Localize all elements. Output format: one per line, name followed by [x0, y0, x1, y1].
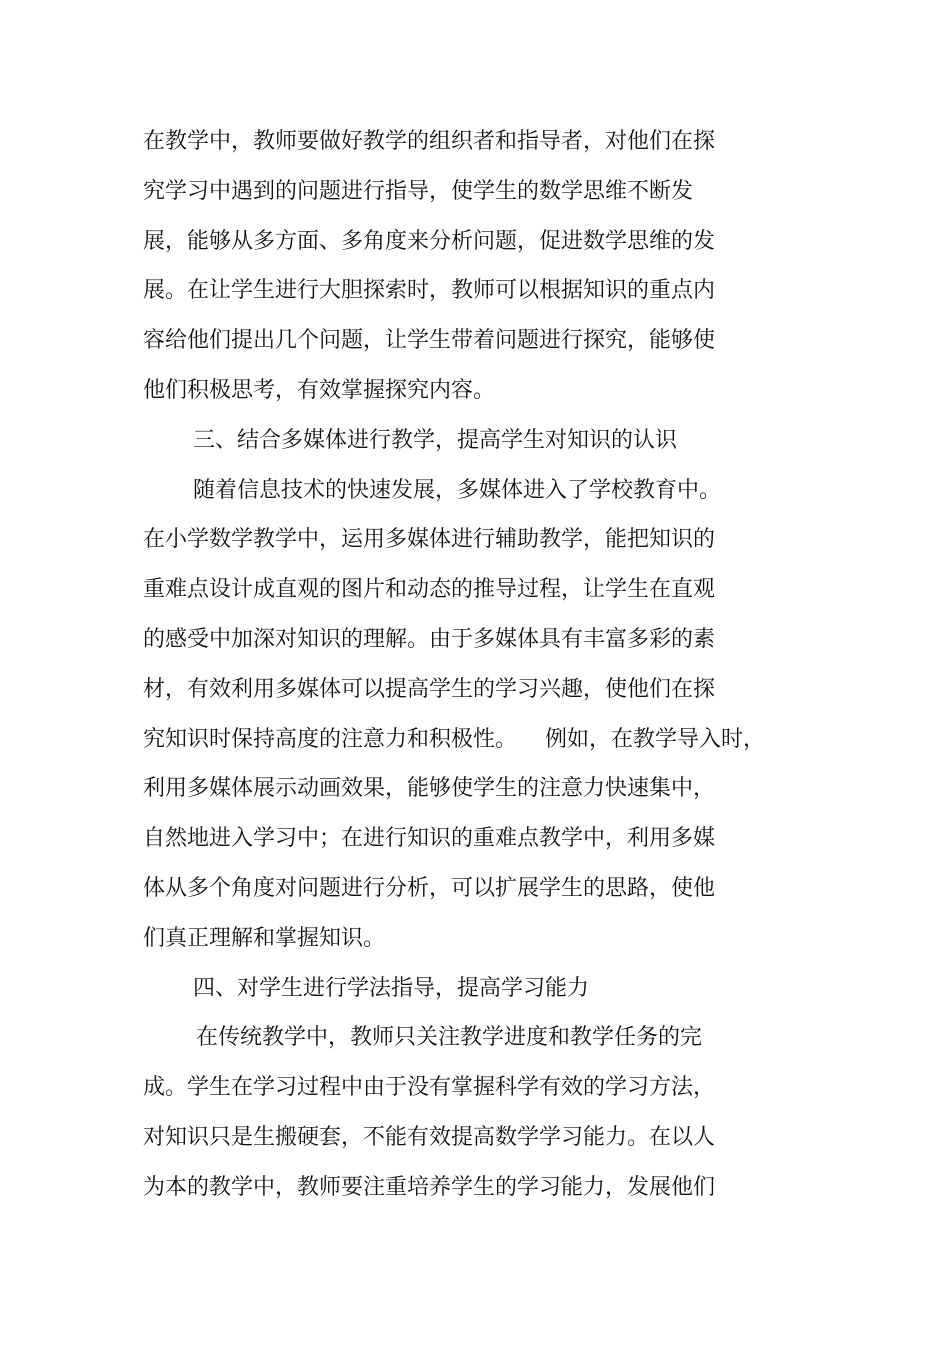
section-heading-3: 三、结合多媒体进行教学，提高学生对知识的认识 — [193, 428, 678, 453]
text-line-3: 展，能够从多方面、多角度来分析问题，促进数学思维的发 — [143, 229, 716, 254]
text-line-5: 容给他们提出几个问题，让学生带着问题进行探究，能够使 — [143, 328, 716, 353]
text-line-11: 的感受中加深对知识的理解。由于多媒体具有丰富多彩的素 — [143, 627, 716, 652]
text-line-6: 他们积极思考，有效掌握探究内容。 — [143, 378, 496, 403]
text-line-1: 在教学中，教师要做好教学的组织者和指导者，对他们在探 — [143, 129, 716, 154]
text-line-10: 重难点设计成直观的图片和动态的推导过程，让学生在直观 — [143, 577, 716, 602]
text-line-2: 究学习中遇到的问题进行指导，使学生的数学思维不断发 — [143, 179, 694, 204]
text-line-8: 随着信息技术的快速发展，多媒体进入了学校教育中。 — [193, 478, 722, 503]
text-line-19: 在传统教学中，教师只关注教学进度和教学任务的完 — [196, 1025, 703, 1050]
text-line-16: 体从多个角度对问题进行分析，可以扩展学生的思路，使他 — [143, 876, 716, 901]
text-line-13: 究知识时保持高度的注意力和积极性。 例如，在教学导入时， — [143, 727, 765, 752]
text-line-20: 成。学生在学习过程中由于没有掌握科学有效的学习方法， — [143, 1075, 716, 1100]
text-line-12: 材，有效利用多媒体可以提高学生的学习兴趣，使他们在探 — [143, 677, 716, 702]
text-line-9: 在小学数学教学中，运用多媒体进行辅助教学，能把知识的 — [143, 527, 716, 552]
text-line-15: 自然地进入学习中；在进行知识的重难点教学中，利用多媒 — [143, 826, 716, 851]
text-line-4: 展。在让学生进行大胆探索时，教师可以根据知识的重点内 — [143, 278, 716, 303]
text-line-17: 们真正理解和掌握知识。 — [143, 926, 386, 951]
section-heading-4: 四、对学生进行学法指导，提高学习能力 — [193, 976, 590, 1001]
text-line-14: 利用多媒体展示动画效果，能够使学生的注意力快速集中， — [143, 776, 716, 801]
text-line-21: 对知识只是生搬硬套，不能有效提高数学学习能力。在以人 — [143, 1125, 716, 1150]
text-line-22: 为本的教学中，教师要注重培养学生的学习能力，发展他们 — [143, 1175, 716, 1200]
